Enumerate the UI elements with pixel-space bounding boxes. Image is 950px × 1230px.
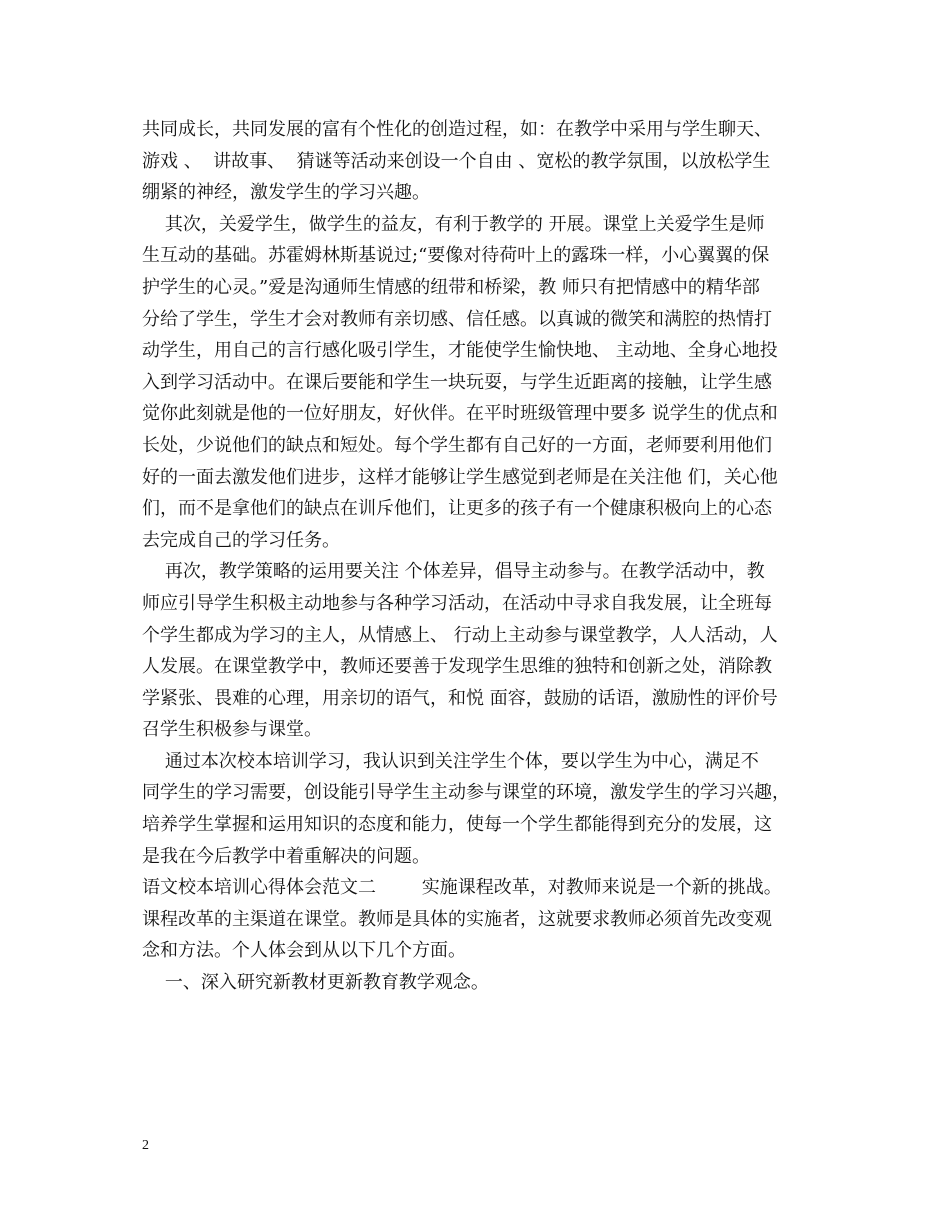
text-line: 通过本次校本培训学习，我认识到关注学生个体，要以学生为中心，满足不	[142, 750, 759, 772]
text-line: 游戏 、 讲故事、 猜谜等活动来创设一个自由 、宽松的教学氛围，以放松学生	[142, 150, 771, 172]
text-line: 语文校本培训心得体会范文二 实施课程改革，对教师来说是一个新的挑战。	[142, 877, 782, 899]
body-text	[142, 114, 812, 999]
text-line: 其次，关爱学生，做学生的益友，有利于教学的 开展。课堂上关爱学生是师	[142, 213, 765, 235]
text-line: 再次，教学策略的运用要关注 个体差异，倡导主动参与。在教学活动中，教	[142, 561, 765, 583]
text-line: 绷紧的神经，激发学生的学习兴趣。	[142, 182, 430, 204]
text-line: 召学生积极参与课堂。	[142, 719, 322, 741]
text-line: 好的一面去激发他们进步，这样才能够让学生感觉到老师是在关注他 们，关心他	[142, 466, 778, 488]
text-line: 是我在今后教学中着重解决的问题。	[142, 845, 430, 867]
text-line: 生互动的基础。苏霍姆林斯基说过;“要像对待荷叶上的露珠一样，小心翼翼的保	[142, 245, 770, 267]
text-line: 共同成长，共同发展的富有个性化的创造过程，如：在教学中采用与学生聊天、	[142, 119, 772, 140]
text-line: 人发展。在课堂教学中，教师还要善于发现学生思维的独特和创新之处，消除教	[142, 656, 772, 678]
text-line: 分给了学生，学生才会对教师有亲切感、信任感。以真诚的微笑和满腔的热情打	[142, 308, 772, 330]
page-number: 2	[142, 1138, 149, 1153]
text-line: 培养学生掌握和运用知识的态度和能力，使每一个学生都能得到充分的发展，这	[142, 814, 772, 836]
text-line: 去完成自己的学习任务。	[142, 529, 340, 551]
text-line: 一、深入研究新教材更新教育教学观念。	[142, 972, 489, 994]
text-line: 护学生的心灵。”爱是沟通师生情感的纽带和桥梁，教 师只有把情感中的精华部	[142, 276, 760, 298]
text-line: 同学生的学习需要，创设能引导学生主动参与课堂的环境，激发学生的学习兴趣，	[142, 782, 790, 804]
text-line: 个学生都成为学习的主人，从情感上、 行动上主动参与课堂教学，人人活动，人	[142, 624, 778, 646]
text-line: 师应引导学生积极主动地参与各种学习活动，在活动中寻求自我发展，让全班每	[142, 592, 772, 614]
text-line: 动学生，用自己的言行感化吸引学生，才能使学生愉快地、 主动地、全身心地投	[142, 340, 778, 362]
text-line: 学紧张、畏难的心理，用亲切的语气，和悦 面容，鼓励的话语，激励性的评价号	[142, 687, 778, 709]
text-line: 念和方法。个人体会到从以下几个方面。	[142, 940, 466, 962]
text-line: 长处，少说他们的缺点和短处。每个学生都有自己好的一方面，老师要利用他们	[142, 434, 772, 456]
text-line: 入到学习活动中。在课后要能和学生一块玩耍，与学生近距离的接触，让学生感	[142, 371, 772, 393]
text-line: 觉你此刻就是他的一位好朋友，好伙伴。在平时班级管理中要多 说学生的优点和	[142, 403, 778, 425]
text-line: 课程改革的主渠道在课堂。教师是具体的实施者，这就要求教师必须首先改变观	[142, 908, 772, 930]
text-line: 们，而不是拿他们的缺点在训斥他们，让更多的孩子有一个健康积极向上的心态	[142, 498, 772, 520]
